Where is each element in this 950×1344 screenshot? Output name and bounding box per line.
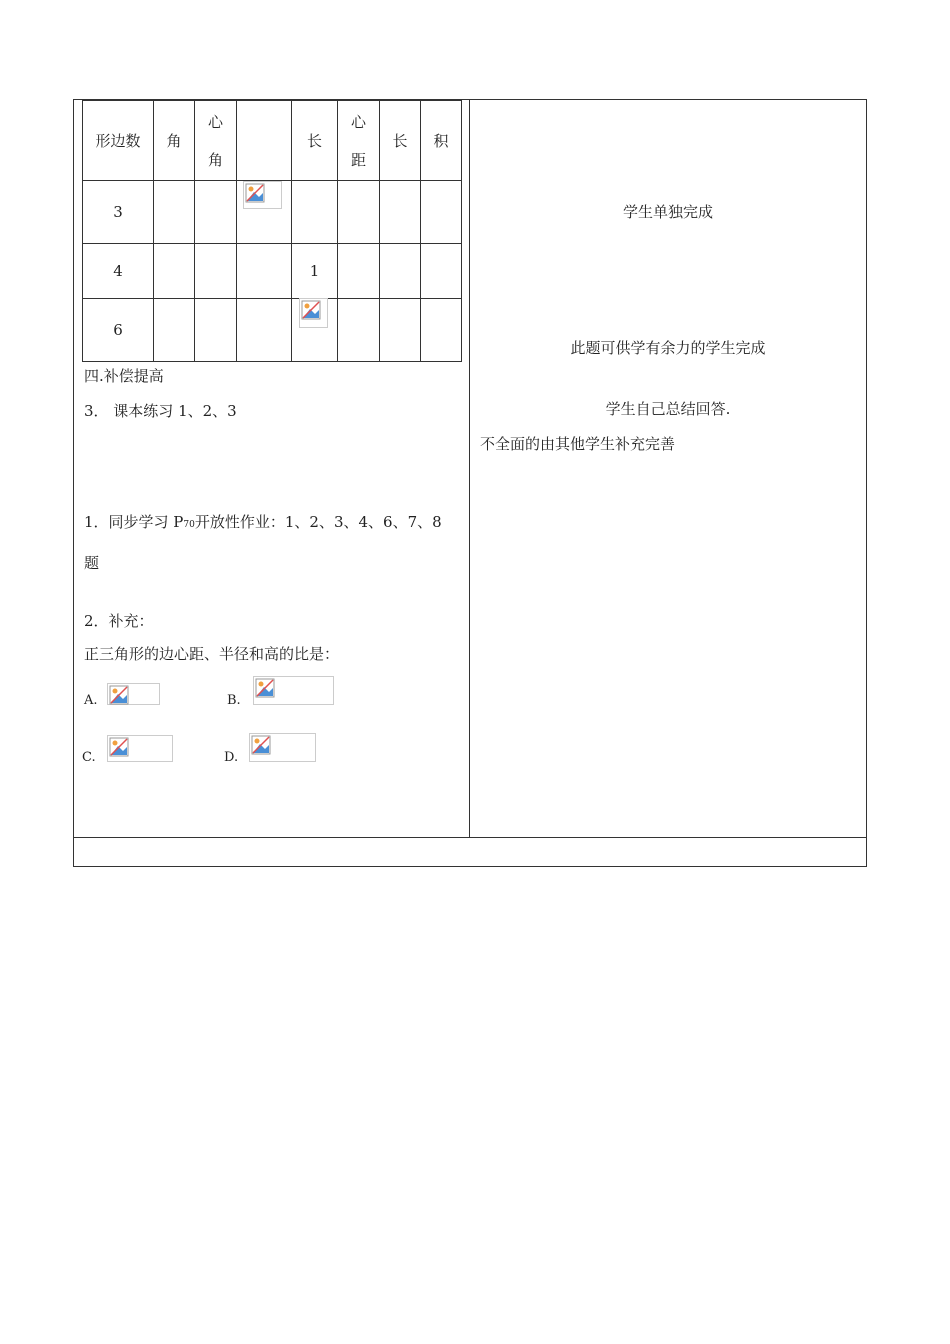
header-area: 积 [421, 101, 462, 181]
option-a-label: A. [84, 693, 98, 708]
table-header-row [83, 101, 462, 181]
option-d-label: D. [224, 750, 239, 765]
note-summary: 学生自己总结回答. [605, 400, 731, 418]
header-perimeter: 长 [380, 101, 421, 181]
cell-sides: 3 [83, 181, 154, 244]
cell-sides: 4 [83, 244, 154, 299]
header-sides: 形边数 [83, 101, 154, 181]
table-row [83, 244, 462, 299]
note-independent: 学生单独完成 [622, 203, 713, 221]
header-blank [237, 101, 292, 181]
homework-line: 1．同步学习 P70开放性作业：1、2、3、4、6、7、8 [84, 513, 442, 531]
note-supplement: 不全面的由其他学生补充完善 [480, 435, 676, 453]
header-length: 长 [292, 101, 338, 181]
option-d-formula-image [249, 733, 316, 762]
question-text: 正三角形的边心距、半径和高的比是： [84, 645, 340, 663]
section-title: 四.补偿提高 [84, 367, 164, 385]
option-c-formula-image [107, 735, 173, 762]
cell-sides: 6 [83, 299, 154, 362]
row-divider [73, 837, 867, 838]
homework-line-cont: 题 [84, 554, 100, 572]
polygon-table [82, 100, 462, 362]
option-a-formula-image [107, 683, 160, 705]
option-b-label: B. [227, 693, 241, 708]
header-central-angle: 心 角 [195, 101, 237, 181]
broken-image-icon [243, 181, 282, 209]
broken-image-icon [299, 298, 328, 328]
exercise-line: 3． 课本练习 1、2、3 [84, 402, 237, 420]
table-row [83, 299, 462, 362]
option-c-label: C. [82, 750, 96, 765]
cell-length [292, 181, 338, 244]
supplement-label: 2．补充： [84, 612, 154, 630]
header-apothem: 心 距 [338, 101, 380, 181]
note-advanced: 此题可供学有余力的学生完成 [570, 339, 766, 357]
header-angle: 角 [154, 101, 195, 181]
option-b-formula-image [253, 676, 334, 705]
cell-length: 1 [292, 244, 338, 299]
